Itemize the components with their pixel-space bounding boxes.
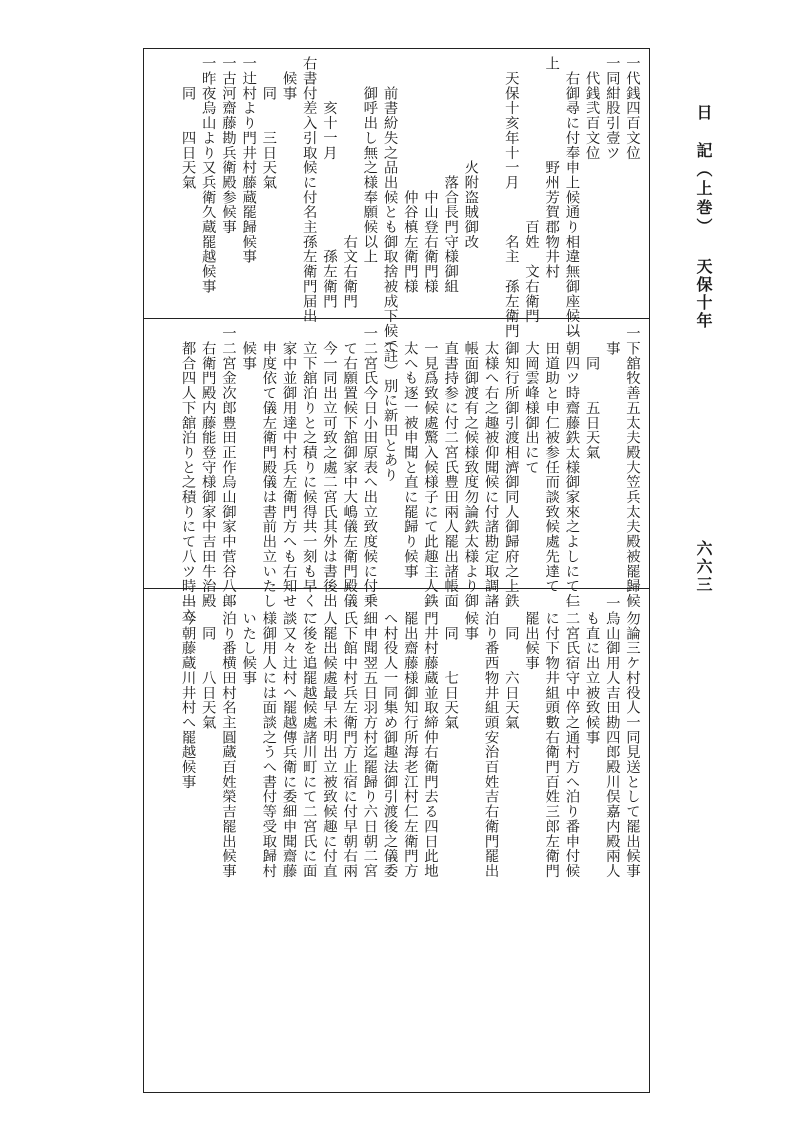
text-line: いたし候事: [240, 596, 257, 686]
text-line: 一辻村より門井村藤蔵罷歸候事: [240, 56, 257, 264]
text-line: 同 六日天氣: [502, 596, 519, 730]
text-line: 一代銭四百文位: [624, 56, 640, 160]
text-line: 一門井村藤蔵並取締仲右衛門去る四日此地: [421, 596, 438, 879]
text-line: 同 三日天氣: [260, 56, 277, 190]
text-line: 様御用人には面談之うへ書付等受取歸村: [260, 596, 277, 879]
text-line: 仲谷槙左衛門様: [401, 56, 418, 294]
text-line: 同 五日天氣: [583, 326, 600, 460]
text-line: 勿論三ケ村役人一同見送として罷出候事: [624, 596, 640, 879]
text-line: 右書付差入引取候に付名主孫左衛門届出: [300, 56, 317, 324]
text-line: （註）別に新田とあり: [381, 326, 398, 483]
text-line: 代銭弐百文位: [583, 56, 600, 160]
text-line: 御知行所御引渡相濟御同人御歸府之上鉄: [502, 326, 519, 609]
text-line: 罷出齋藤様御知行所海老江村仁左衛門方: [401, 596, 418, 879]
text-line: 天保十亥年十一月 名主 孫左衛門: [502, 56, 519, 339]
text-line: 談又々辻村へ罷越傳兵衛に委細申聞齋藤: [280, 596, 297, 879]
text-line: 候事: [240, 326, 257, 371]
text-line: に後を追罷越候處諸川町にて二宮氏に面: [300, 596, 317, 879]
running-head-era: 天保十年: [694, 258, 713, 330]
text-line: 一朝四ツ時齋藤鉄太様御家來之よしにて仁: [563, 326, 580, 609]
text-line: 中山登右衛門様: [421, 56, 438, 294]
text-line: 百姓 文右衛門: [522, 56, 539, 324]
text-line: も直に出立被致候事: [583, 596, 600, 745]
text-line: 一泊り番西物井組頭安治百姓吉右衛門罷出: [482, 596, 499, 879]
text-line: へ村役人一同集め御趣法御引渡後之儀委: [381, 596, 398, 879]
diary-tier-bottom: [150, 596, 642, 1086]
text-line: [480, 56, 500, 314]
text-line: 候事: [462, 596, 479, 641]
text-line: 同 八日天氣: [199, 596, 216, 730]
diary-tier-top: [150, 56, 642, 353]
text-line: 一見爲致候處驚入候様子にて此趣主人鉄: [421, 326, 438, 609]
text-line: 一今朝藤蔵川井村へ罷越候事: [179, 596, 196, 790]
text-line: 申度依て儀左衛門殿儀は書前出立いたし: [260, 326, 277, 609]
text-line: 一烏山御用人吉田勘四郎殿川俣嘉内殿兩人: [603, 596, 620, 879]
text-line: 上 野州芳賀郡物井村: [543, 56, 560, 279]
text-line: 右御尋に付奉申上候通り相違無御座候以: [563, 56, 580, 339]
text-line: 落合長門守様御組: [442, 56, 459, 294]
text-line: 事: [603, 326, 620, 356]
text-line: 一二宮氏宿守中倅之通村方へ泊り番申付候: [563, 596, 580, 879]
page-number: 六六三: [694, 540, 713, 594]
text-line: 同 七日天氣: [442, 596, 459, 730]
text-line: 帳面御渡有之候様致度勿論鉄太様より御: [462, 326, 479, 609]
text-line: 一同紺股引壹ツ: [603, 56, 620, 160]
diary-tier-middle: [150, 326, 642, 623]
text-line: 都合四人下舘泊りと之積りにて八ツ時出立: [179, 326, 196, 623]
text-line: 亥十一月 孫左衛門: [320, 56, 337, 309]
text-line: 一二宮氏今日小田原表へ出立致度候に付乗: [361, 326, 378, 609]
text-line: 太へも逐一被申聞と直に罷歸り候事: [401, 326, 418, 579]
text-line: 一泊り番横田村名主圓蔵百姓榮吉罷出候事: [219, 596, 236, 879]
text-line: 細申聞翌五日羽方村迄罷歸り六日朝二宮: [361, 596, 378, 879]
text-line: 今一同出立可致之處二宮氏其外は書後出: [320, 326, 337, 609]
text-line: 人罷出候處最早未明出立被致候趣に付直: [320, 596, 337, 879]
text-line: 直書持参に付二宮氏豊田兩人罷出諸帳面: [442, 326, 459, 609]
text-line: 右文右衛門: [341, 56, 358, 309]
text-line: 同 四日天氣: [179, 56, 196, 190]
text-line: 田道助と申仁被参任而談致候處先達て: [543, 326, 560, 594]
text-line: 火附盗賊御改: [462, 56, 479, 250]
text-line: 御呼出し無之様奉願候以上: [361, 56, 378, 264]
text-line: 罷出候事: [522, 596, 539, 671]
text-line: 家中並御用達中村兵左衛門方へも右知せ: [280, 326, 297, 609]
text-line: 候事: [280, 56, 297, 101]
running-head-title: 日 記（上巻）: [694, 104, 713, 237]
text-line: 一古河齋藤勘兵衛殿参候事: [219, 56, 236, 235]
text-line: 前書紛失之品出候とも御取捨被成下候て: [381, 56, 398, 353]
text-line: 一下舘牧善五太夫殿大笠兵太夫殿被罷歸候: [624, 326, 640, 609]
text-line: 大岡雲峰様御出にて: [522, 326, 539, 475]
text-line: に付下物井組頭數右衛門百姓三郎左衛門: [543, 596, 560, 879]
text-line: 一昨夜烏山より又兵衛久蔵罷越候事: [199, 56, 216, 294]
text-line: 立下舘泊りと之積りに候得共一刻も早く一: [300, 326, 317, 623]
text-line: て右願置候下舘御家中大嶋儀左衛門殿儀: [341, 326, 358, 609]
text-line: 一二宮金次郎豊田正作烏山御家中菅谷八郎: [219, 326, 236, 609]
text-line: 右衛門殿内藤能登守様御家中吉田牛治殿: [199, 326, 216, 609]
text-line: 太様へ右之趣被仰聞候に付諸勘定取調諸: [482, 326, 499, 609]
text-line: 氏下館中村兵左衛門方止宿に付早朝右兩: [341, 596, 358, 879]
